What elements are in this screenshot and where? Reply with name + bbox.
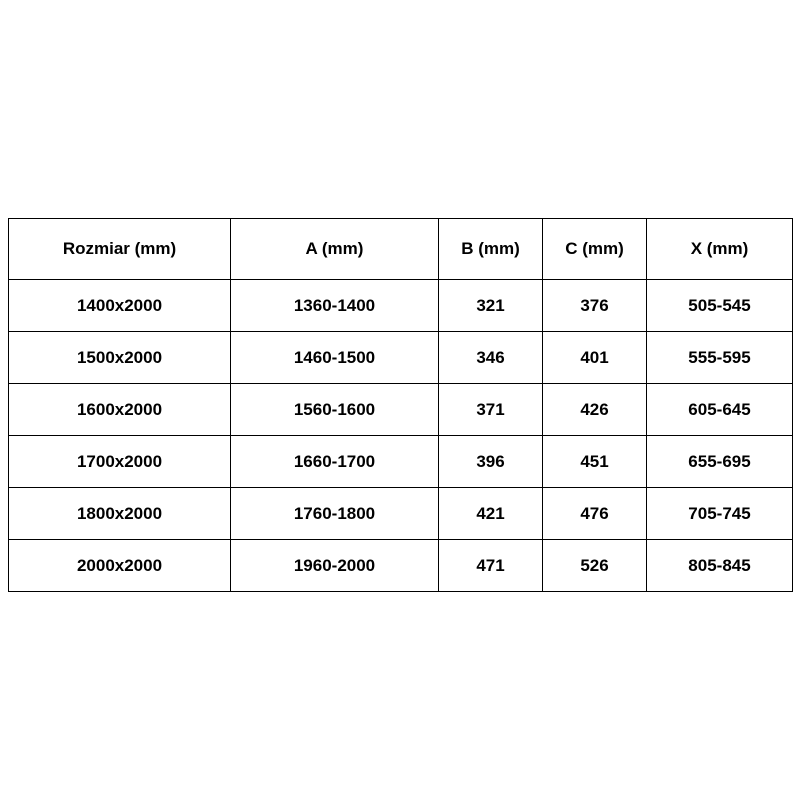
- column-header-rozmiar: Rozmiar (mm): [9, 219, 231, 280]
- cell-x: 805-845: [647, 540, 793, 592]
- size-table: [8, 218, 793, 592]
- cell-x: 555-595: [647, 332, 793, 384]
- cell-rozmiar: 1800x2000: [9, 488, 231, 540]
- column-header-x: X (mm): [647, 219, 793, 280]
- cell-b: 321: [439, 280, 543, 332]
- cell-a: 1660-1700: [231, 436, 439, 488]
- cell-b: 471: [439, 540, 543, 592]
- cell-a: 1960-2000: [231, 540, 439, 592]
- table-row: [9, 436, 793, 488]
- cell-b: 371: [439, 384, 543, 436]
- cell-x: 505-545: [647, 280, 793, 332]
- cell-rozmiar: 1400x2000: [9, 280, 231, 332]
- cell-x: 705-745: [647, 488, 793, 540]
- size-table-container: [8, 218, 792, 592]
- table-row: [9, 332, 793, 384]
- table-row: [9, 280, 793, 332]
- cell-c: 401: [543, 332, 647, 384]
- cell-b: 421: [439, 488, 543, 540]
- cell-rozmiar: 1600x2000: [9, 384, 231, 436]
- cell-c: 376: [543, 280, 647, 332]
- cell-c: 476: [543, 488, 647, 540]
- table-row: [9, 540, 793, 592]
- cell-c: 451: [543, 436, 647, 488]
- table-row: [9, 384, 793, 436]
- cell-rozmiar: 2000x2000: [9, 540, 231, 592]
- cell-x: 605-645: [647, 384, 793, 436]
- cell-rozmiar: 1500x2000: [9, 332, 231, 384]
- column-header-a: A (mm): [231, 219, 439, 280]
- column-header-b: B (mm): [439, 219, 543, 280]
- cell-c: 426: [543, 384, 647, 436]
- cell-c: 526: [543, 540, 647, 592]
- table-row: [9, 488, 793, 540]
- cell-rozmiar: 1700x2000: [9, 436, 231, 488]
- cell-a: 1560-1600: [231, 384, 439, 436]
- column-header-c: C (mm): [543, 219, 647, 280]
- table-header-row: [9, 219, 793, 280]
- cell-a: 1460-1500: [231, 332, 439, 384]
- cell-b: 396: [439, 436, 543, 488]
- cell-a: 1360-1400: [231, 280, 439, 332]
- cell-x: 655-695: [647, 436, 793, 488]
- cell-a: 1760-1800: [231, 488, 439, 540]
- cell-b: 346: [439, 332, 543, 384]
